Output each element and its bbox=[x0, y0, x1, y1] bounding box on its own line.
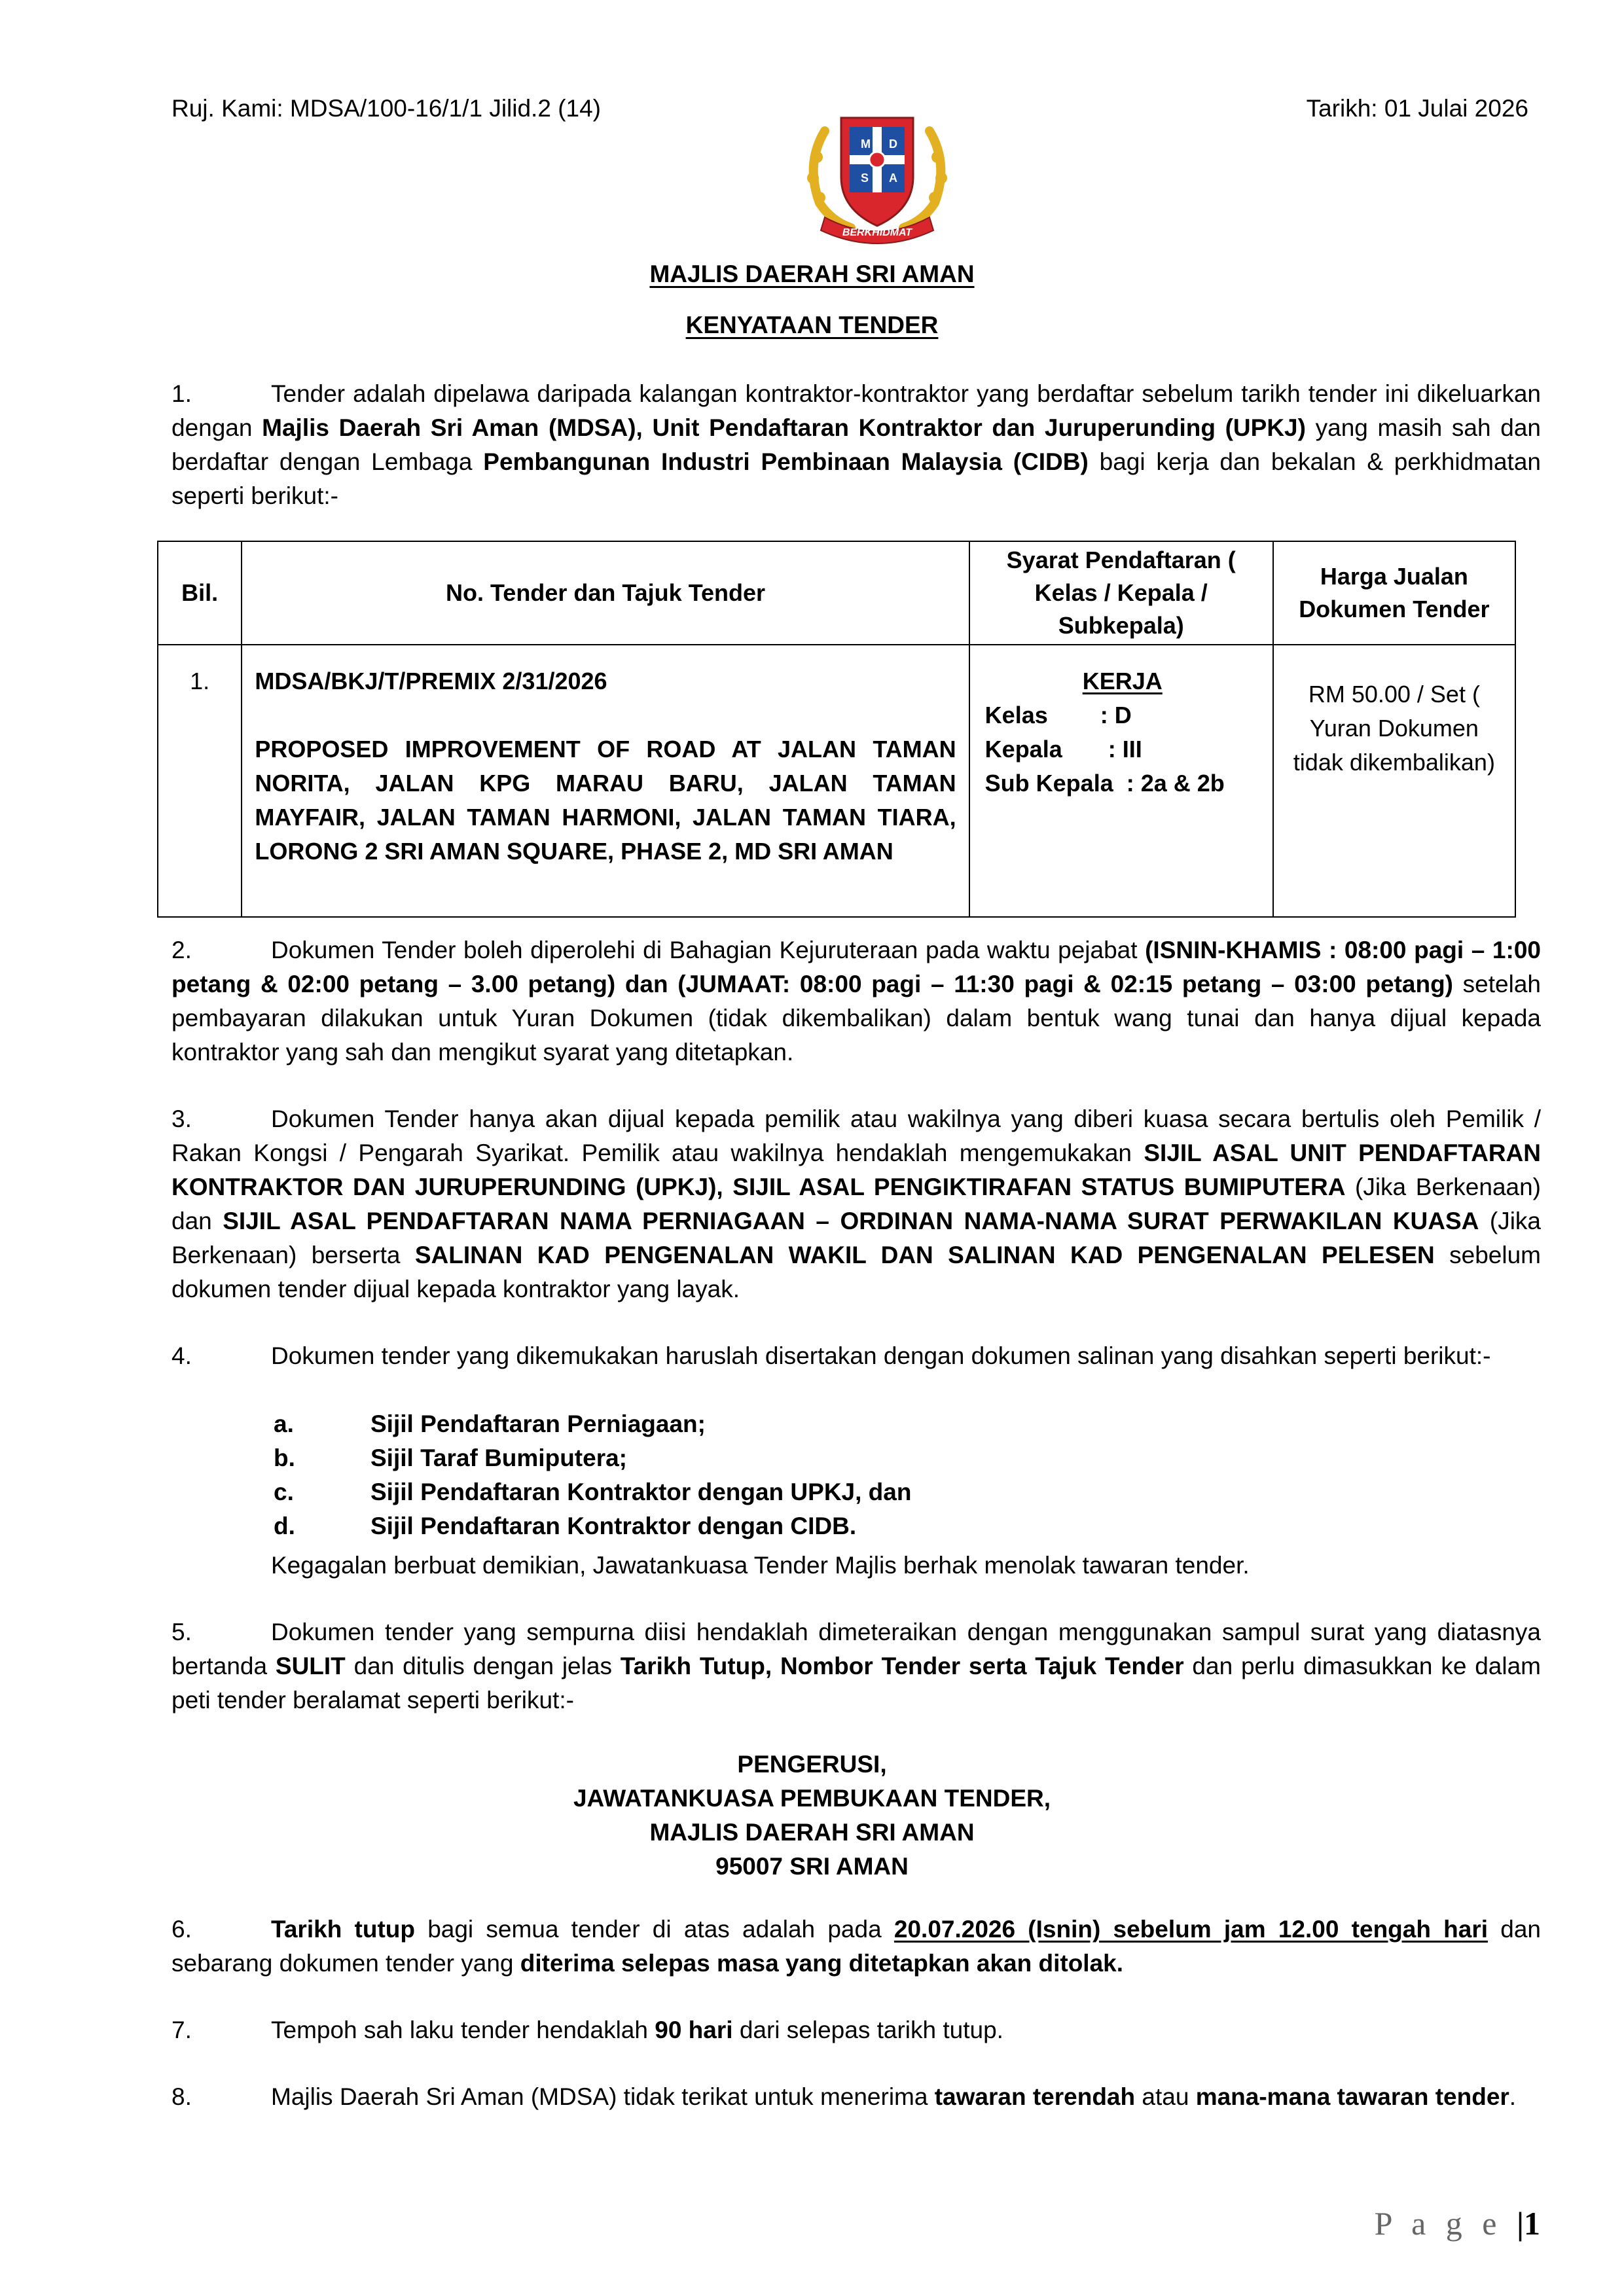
svg-text:BERKHIDMAT: BERKHIDMAT bbox=[842, 227, 912, 238]
cell-tender bbox=[242, 645, 969, 917]
column-header-requirements: Syarat Pendaftaran ( Kelas / Kepala / Subkepala) bbox=[969, 541, 1273, 645]
requirement-heading: KERJA bbox=[1082, 668, 1163, 694]
paragraph-number: 2. bbox=[171, 937, 192, 963]
requirement-kelas: Kelas : D bbox=[984, 702, 1132, 728]
paragraph-3: 3. Dokumen Tender hanya akan dijual kepada pemilik atau wakilnya yang diberi kuasa secara bertulis oleh Pemilik / Rakan Kongsi / Pengarah Syarikat. Pemilik atau wakilnya hendaklah mengemukakan SIJIL ASAL UNIT PENDAFTARAN KONTRAKTOR DAN JURUPERUNDING (UPKJ), SIJIL ASAL PENGIKTIRAFAN STATUS BUMIPUTERA (Jika Berkenaan) dan SIJIL ASAL PENDAFTARAN NAMA PERNIAGAAN – ORDINAN NAMA-NAMA SURAT PERWAKILAN KUASA (Jika Berkenaan) berserta SALINAN KAD PENGENALAN WAKIL DAN SALINAN KAD PENGENALAN PELESEN sebelum dokumen tender dijual kepada kontraktor yang layak. bbox=[171, 1102, 1541, 1306]
address-line: MAJLIS DAERAH SRI AMAN bbox=[649, 1819, 975, 1846]
address-line: 95007 SRI AMAN bbox=[715, 1853, 909, 1880]
paragraph-number: 1. bbox=[171, 380, 192, 407]
tender-table bbox=[157, 541, 1516, 918]
cell-bil: 1. bbox=[158, 645, 242, 917]
paragraph-5: 5. Dokumen tender yang sempurna diisi hendaklah dimeteraikan dengan menggunakan sampul surat yang diatasnya bertanda SULIT dan ditulis dengan jelas Tarikh Tutup, Nombor Tender serta Tajuk Tender dan perlu dimasukkan ke dalam peti tender beralamat seperti berikut:- bbox=[171, 1615, 1541, 1717]
column-header-price: Harga Jualan Dokumen Tender bbox=[1273, 541, 1515, 645]
requirement-subkepala: Sub Kepala : 2a & 2b bbox=[984, 770, 1225, 797]
column-header-tender: No. Tender dan Tajuk Tender bbox=[242, 541, 969, 645]
list-item: a. Sijil Pendaftaran Perniagaan; bbox=[274, 1410, 706, 1437]
council-title: MAJLIS DAERAH SRI AMAN bbox=[649, 260, 975, 287]
paragraph-4: 4. Dokumen tender yang dikemukakan haruslah disertakan dengan dokumen salinan yang disahkan seperti berikut:- bbox=[171, 1339, 1541, 1373]
paragraph-number: 4. bbox=[171, 1342, 192, 1369]
column-header-bil: Bil. bbox=[158, 541, 242, 645]
address-line: JAWATANKUASA PEMBUKAAN TENDER, bbox=[573, 1785, 1051, 1812]
paragraph-7: 7. Tempoh sah laku tender hendaklah 90 hari dari selepas tarikh tutup. bbox=[171, 2013, 1541, 2047]
paragraph-1: 1. Tender adalah dipelawa daripada kalangan kontraktor-kontraktor yang berdaftar sebelum tarikh tender ini dikeluarkan dengan Majlis Daerah Sri Aman (MDSA), Unit Pendaftaran Kontraktor dan Juruperunding (UPKJ) yang masih sah dan berdaftar dengan Lembaga Pembangunan Industri Pembinaan Malaysia (CIDB) bagi kerja dan bekalan & perkhidmatan seperti berikut:- bbox=[171, 377, 1541, 513]
paragraph-8: 8. Majlis Daerah Sri Aman (MDSA) tidak terikat untuk menerima tawaran terendah atau mana-mana tawaran tender. bbox=[171, 2080, 1541, 2114]
paragraph-number: 3. bbox=[171, 1105, 192, 1132]
cell-requirements bbox=[969, 645, 1273, 917]
list-item: d. Sijil Pendaftaran Kontraktor dengan CIDB. bbox=[274, 1513, 857, 1539]
council-crest-icon bbox=[779, 105, 975, 249]
list-item: b. Sijil Taraf Bumiputera; bbox=[274, 1444, 627, 1471]
list-item: c. Sijil Pendaftaran Kontraktor dengan UPKJ, dan bbox=[274, 1479, 912, 1505]
rejection-note: Kegagalan berbuat demikian, Jawatankuasa Tender Majlis berhak menolak tawaran tender. bbox=[271, 1552, 1250, 1579]
table-header-row bbox=[158, 541, 1515, 645]
tender-box-address bbox=[0, 1748, 1624, 1884]
council-logo bbox=[779, 105, 975, 249]
cell-price bbox=[1273, 645, 1515, 917]
tender-title: PROPOSED IMPROVEMENT OF ROAD AT JALAN TAMAN NORITA, JALAN KPG MARAU BARU, JALAN TAMAN MAYFAIR, JALAN TAMAN HARMONI, JALAN TAMAN TIARA, LORONG 2 SRI AMAN SQUARE, PHASE 2, MD SRI AMAN bbox=[255, 736, 956, 865]
document-date: Tarikh: 01 Julai 2026 bbox=[1306, 95, 1528, 122]
svg-text:D: D bbox=[889, 137, 897, 151]
paragraph-6: 6. Tarikh tutup bagi semua tender di atas adalah pada 20.07.2026 (Isnin) sebelum jam 12.00 tengah hari dan sebarang dokumen tender yang diterima selepas masa yang ditetapkan akan ditolak. bbox=[171, 1912, 1541, 1981]
tender-number: MDSA/BKJ/T/PREMIX 2/31/2026 bbox=[255, 668, 607, 694]
page-footer bbox=[1375, 2204, 1540, 2242]
paragraph-number: 5. bbox=[171, 1619, 192, 1645]
requirement-kepala: Kepala : III bbox=[984, 736, 1142, 762]
svg-text:S: S bbox=[861, 171, 869, 185]
paragraph-number: 8. bbox=[171, 2083, 192, 2110]
paragraph-number: 6. bbox=[171, 1916, 192, 1943]
svg-text:A: A bbox=[889, 171, 897, 185]
table-row bbox=[158, 645, 1515, 917]
page-separator: | bbox=[1516, 2205, 1524, 2242]
paragraph-number: 7. bbox=[171, 2017, 192, 2043]
reference-number: Ruj. Kami: MDSA/100-16/1/1 Jilid.2 (14) bbox=[171, 95, 601, 122]
paragraph-2: 2. Dokumen Tender boleh diperolehi di Bahagian Kejuruteraan pada waktu pejabat (ISNIN-KHAMIS : 08:00 pagi – 1:00 petang & 02:00 petang – 3.00 petang) dan (JUMAAT: 08:00 pagi – 11:30 pagi & 02:15 petang – 03:00 petang) setelah pembayaran dilakukan untuk Yuran Dokumen (tidak dikembalikan) dalam bentuk wang tunai dan hanya dijual kepada kontraktor yang sah dan mengikut syarat yang ditetapkan. bbox=[171, 933, 1541, 1069]
svg-text:M: M bbox=[861, 137, 871, 151]
address-line: PENGERUSI, bbox=[737, 1751, 887, 1778]
closing-date: 20.07.2026 (Isnin) sebelum jam 12.00 tengah hari bbox=[893, 1916, 1489, 1943]
page-label: P a g e bbox=[1374, 2205, 1503, 2242]
document-title: KENYATAAN TENDER bbox=[685, 312, 939, 338]
page-number: 1 bbox=[1524, 2205, 1540, 2242]
document-list bbox=[274, 1407, 911, 1543]
document-price: RM 50.00 / Set ( Yuran Dokumen tidak dikembalikan) bbox=[1293, 681, 1495, 776]
